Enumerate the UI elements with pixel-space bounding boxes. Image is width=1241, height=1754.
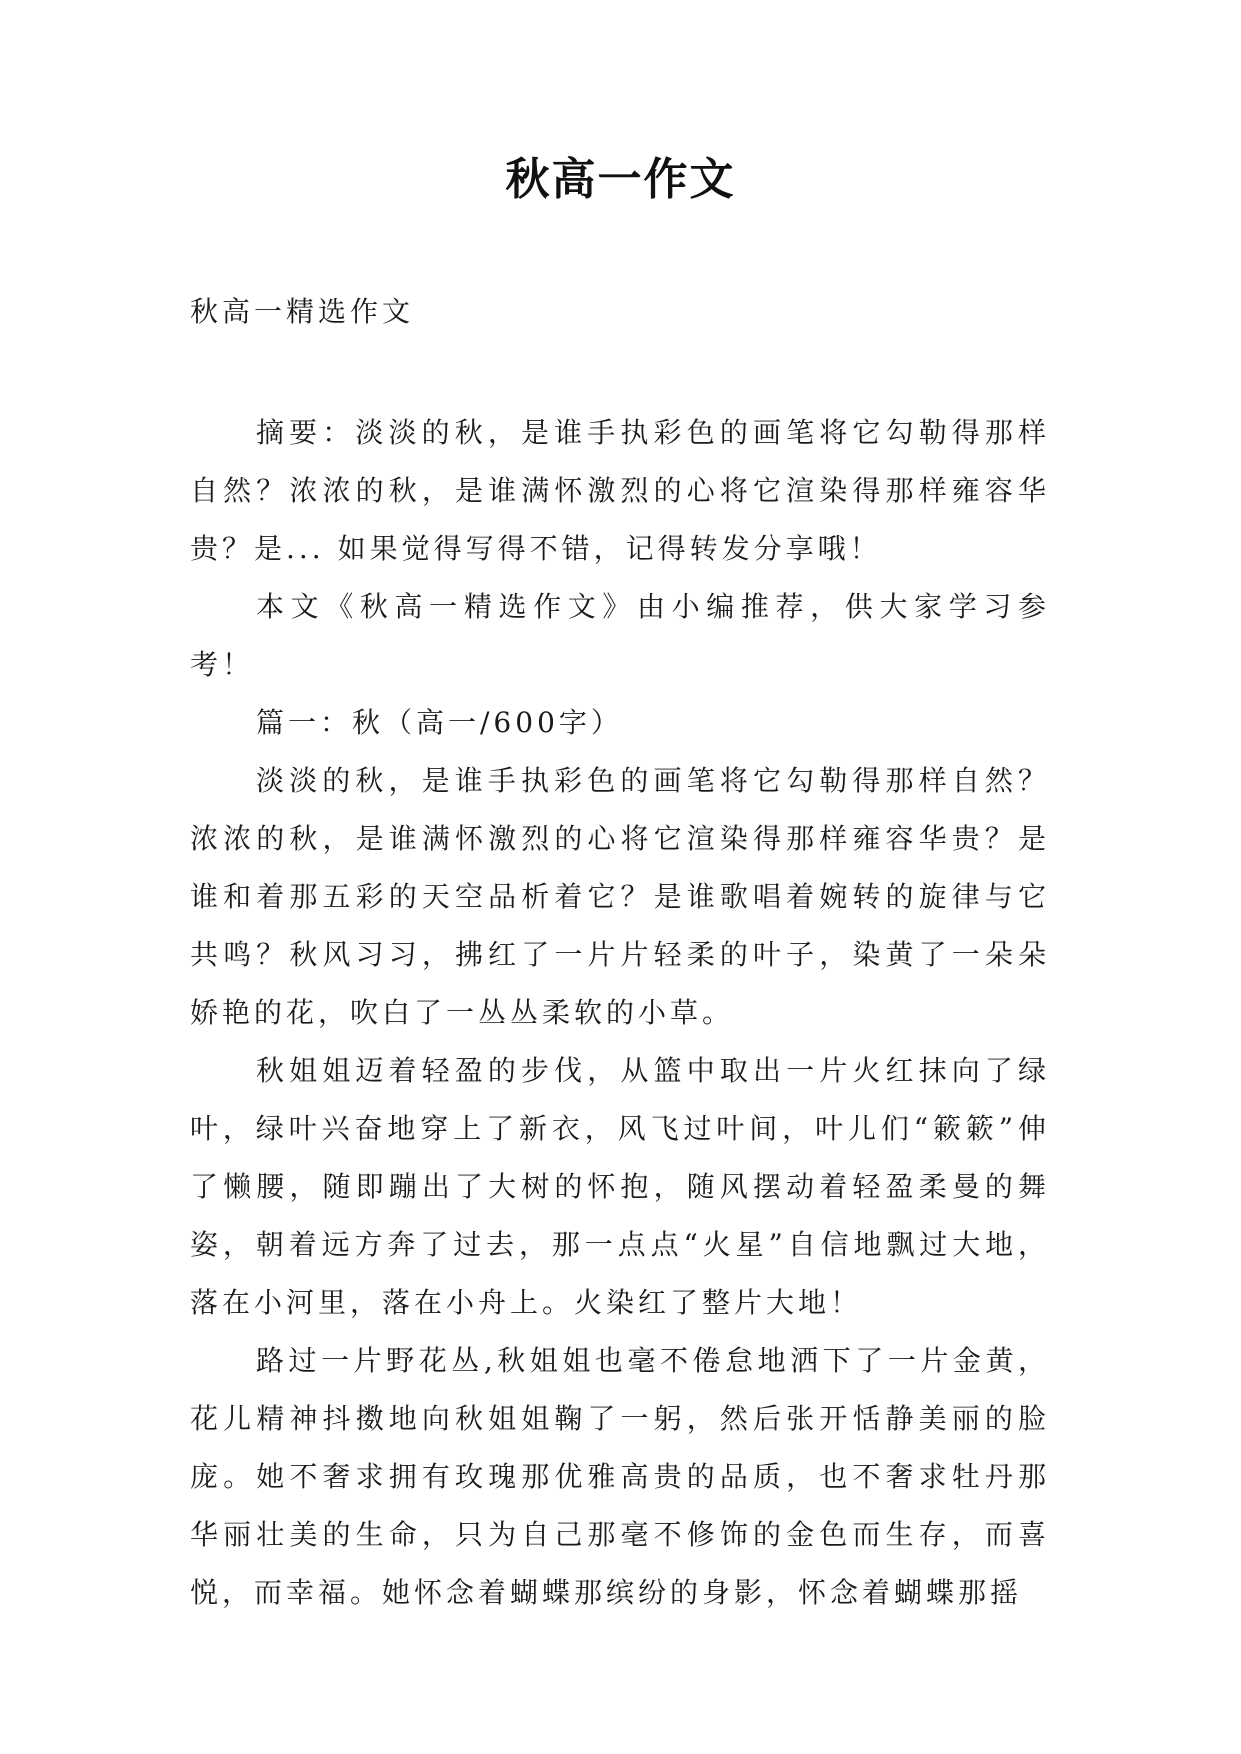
document-title: 秋高一作文 [505,154,736,205]
body-paragraph: 路过一片野花丛,秋姐姐也毫不倦怠地洒下了一片金黄，花儿精神抖擞地向秋姐姐鞠了一躬，然后张开恬静美丽的脸庞。她不奢求拥有玫瑰那优雅高贵的品质，也不奢求牡丹那华丽壮美的生命，只为自己那毫不修饰的金色而生存，而喜悦，而幸福。她怀念着蝴蝶那缤纷的身影，怀念着蝴蝶那摇 [190,1344,1050,1609]
body-paragraph: 秋姐姐迈着轻盈的步伐，从篮中取出一片火红抹向了绿叶，绿叶兴奋地穿上了新衣，风飞过叶间，叶儿们“簌簌”伸了懒腰，随即蹦出了大树的怀抱，随风摆动着轻盈柔曼的舞姿，朝着远方奔了过去，那一点点“火星”自信地飘过大地，落在小河里，落在小舟上。火染红了整片大地！ [190,1054,1050,1319]
document-subtitle: 秋高一精选作文 [190,295,415,328]
recommendation-paragraph: 本文《秋高一精选作文》由小编推荐，供大家学习参考！ [190,590,1050,681]
abstract-paragraph: 摘要：淡淡的秋，是谁手执彩色的画笔将它勾勒得那样自然？浓浓的秋，是谁满怀激烈的心将它渲染得那样雍容华贵？是... 如果觉得写得不错，记得转发分享哦！ [190,416,1050,565]
document-body [190,404,1050,1622]
section-heading: 篇一：秋（高一/600字） [256,706,623,739]
body-paragraph: 淡淡的秋，是谁手执彩色的画笔将它勾勒得那样自然？浓浓的秋，是谁满怀激烈的心将它渲染得那样雍容华贵？是谁和着那五彩的天空品析着它？是谁歌唱着婉转的旋律与它共鸣？秋风习习，拂红了一片片轻柔的叶子，染黄了一朵朵娇艳的花，吹白了一丛丛柔软的小草。 [190,764,1050,1029]
